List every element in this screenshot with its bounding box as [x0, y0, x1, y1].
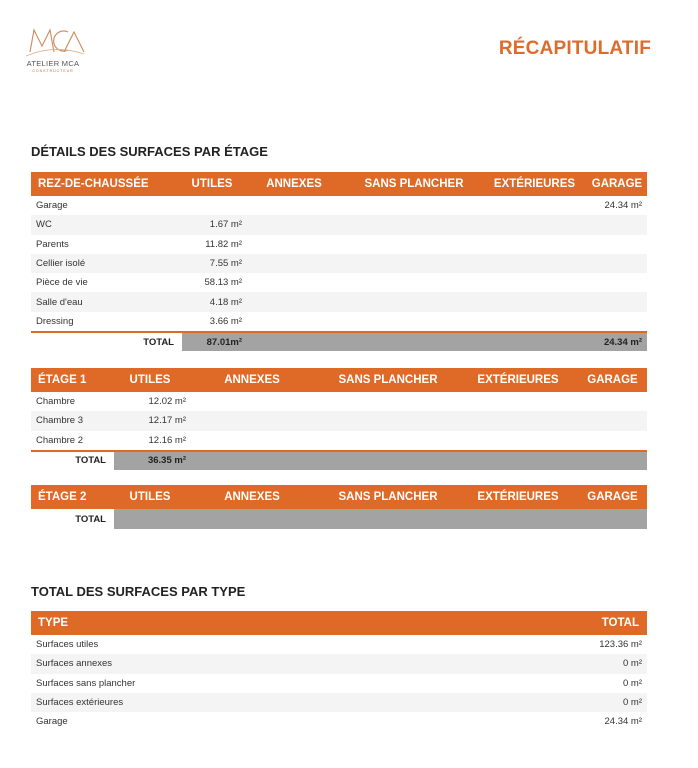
table-etage-1: [31, 368, 647, 470]
header-utiles: UTILES: [129, 491, 171, 503]
table-total-row: [31, 331, 647, 351]
table-row: [31, 635, 647, 654]
type-value: 24.34 m²: [604, 716, 642, 728]
header-sans-plancher: SANS PLANCHER: [364, 178, 464, 190]
table-row: [31, 674, 647, 693]
room-utiles: 12.02 m²: [148, 396, 186, 408]
table-row: [31, 312, 647, 331]
table-row: [31, 693, 647, 712]
room-name: Salle d'eau: [36, 296, 83, 308]
header-exterieures: EXTÉRIEURES: [477, 491, 559, 503]
type-value: 0 m²: [623, 697, 642, 709]
header-sans-plancher: SANS PLANCHER: [338, 491, 438, 503]
room-utiles: 4.18 m²: [209, 296, 242, 308]
table-header: [31, 485, 647, 509]
table-row: [31, 392, 647, 411]
header-utiles: UTILES: [191, 178, 233, 190]
section-title-details: DÉTAILS DES SURFACES PAR ÉTAGE: [31, 144, 268, 159]
total-label: TOTAL: [75, 455, 106, 467]
type-name: Garage: [36, 716, 68, 728]
table-header: [31, 172, 647, 196]
total-label: TOTAL: [143, 336, 174, 348]
room-utiles: 12.16 m²: [148, 434, 186, 446]
header-exterieures: EXTÉRIEURES: [493, 178, 576, 190]
logo-tagline: CONSTRUCTEUR: [32, 69, 74, 73]
room-utiles: 11.82 m²: [205, 238, 242, 250]
header-annexes: ANNEXES: [224, 491, 280, 503]
table-surfaces-par-type: [31, 611, 647, 731]
room-name: Pièce de vie: [36, 277, 88, 289]
header-type: TYPE: [38, 617, 69, 629]
table-row: [31, 411, 647, 430]
page-title: RÉCAPITULATIF: [498, 38, 651, 59]
room-utiles: 12.17 m²: [148, 415, 186, 427]
header-annexes: ANNEXES: [266, 178, 322, 190]
section-title-types: TOTAL DES SURFACES PAR TYPE: [31, 584, 246, 599]
table-body: [31, 392, 647, 450]
total-bar: [182, 333, 647, 351]
room-name: Chambre: [36, 396, 76, 408]
table-etage-2: [31, 485, 647, 529]
type-name: Surfaces sans plancher: [36, 677, 136, 689]
header-total: TOTAL: [601, 617, 639, 629]
table-total-row: [31, 450, 647, 470]
table-row: [31, 292, 647, 311]
room-name: WC: [36, 219, 52, 231]
type-name: Surfaces annexes: [36, 658, 113, 670]
total-utiles: 36.35 m²: [147, 455, 186, 467]
table-row: [31, 273, 647, 292]
header-floor: ÉTAGE 1: [38, 374, 87, 386]
table-row: [31, 712, 647, 731]
type-name: Surfaces utiles: [36, 639, 99, 651]
room-garage: 24.34 m²: [604, 200, 642, 212]
header-utiles: UTILES: [129, 374, 171, 386]
header-annexes: ANNEXES: [224, 374, 280, 386]
header-sans-plancher: SANS PLANCHER: [338, 374, 438, 386]
room-utiles: 7.55 m²: [209, 258, 242, 270]
header-floor: REZ-DE-CHAUSSÉE: [38, 178, 149, 190]
table-row: [31, 215, 647, 234]
total-bar: [114, 509, 647, 529]
header-garage: GARAGE: [587, 374, 638, 386]
room-name: Chambre 2: [36, 434, 83, 446]
total-garage: 24.34 m²: [603, 336, 642, 348]
header-garage: GARAGE: [587, 491, 638, 503]
table-header: [31, 368, 647, 392]
room-utiles: 1.67 m²: [209, 219, 242, 231]
room-utiles: 3.66 m²: [209, 315, 242, 327]
total-utiles: 87.01m²: [206, 336, 242, 348]
total-bar: [114, 452, 647, 470]
type-value: 0 m²: [623, 658, 642, 670]
room-name: Chambre 3: [36, 415, 83, 427]
table-row: [31, 196, 647, 215]
table-row: [31, 654, 647, 673]
table-header: [31, 611, 647, 635]
logo-brand-name: ATELIER MCA: [26, 59, 80, 68]
table-body: [31, 196, 647, 331]
type-value: 123.36 m²: [599, 639, 642, 651]
table-row: [31, 235, 647, 254]
table-rez-de-chaussee: [31, 172, 647, 351]
company-logo: [20, 22, 90, 77]
header-floor: ÉTAGE 2: [38, 491, 87, 503]
room-name: Garage: [36, 200, 68, 212]
table-row: [31, 431, 647, 450]
room-name: Cellier isolé: [36, 258, 86, 270]
type-name: Surfaces extérieures: [36, 697, 124, 709]
room-utiles: 58.13 m²: [204, 277, 242, 289]
room-name: Dressing: [36, 315, 74, 327]
header-garage: GARAGE: [591, 178, 643, 190]
type-value: 0 m²: [623, 677, 642, 689]
mca-monogram-icon: [24, 22, 86, 58]
table-total-row: [31, 509, 647, 529]
header-exterieures: EXTÉRIEURES: [477, 374, 559, 386]
table-body: [31, 635, 647, 731]
total-label: TOTAL: [75, 513, 106, 525]
room-name: Parents: [36, 238, 69, 250]
table-row: [31, 254, 647, 273]
